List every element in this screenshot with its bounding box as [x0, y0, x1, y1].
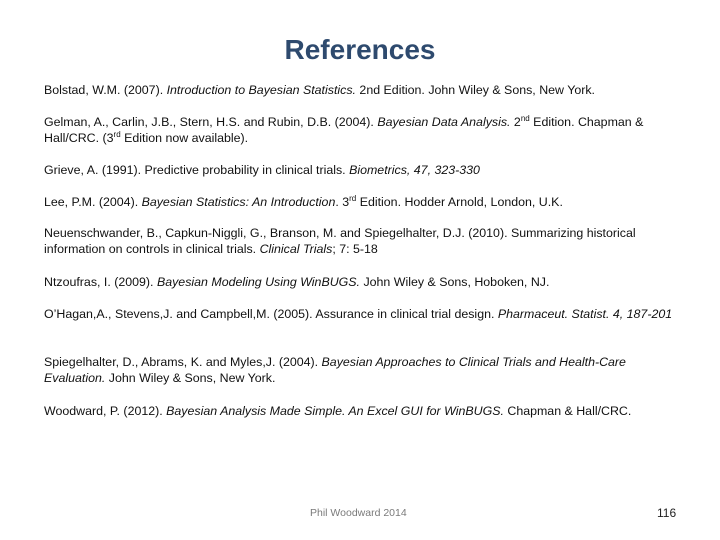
- reference-item: [44, 306, 674, 322]
- reference-title-text: Biometrics, 47, 323-330: [349, 163, 480, 177]
- page-number: 116: [657, 506, 677, 520]
- reference-text: rd: [349, 193, 357, 203]
- reference-item: [44, 225, 674, 257]
- reference-text: Neuenschwander, B., Capkun-Niggli, G., Branson, M. and Spiegelhalter, D.J. (2010). Summarizing historical information on controls in clinical trials.: [44, 226, 636, 256]
- reference-title-text: Bayesian Approaches to Clinical Trials and Health-Care Evaluation.: [44, 355, 626, 385]
- footer-author: Phil Woodward 2014: [310, 507, 407, 519]
- reference-title-text: Bayesian Statistics: An Introduction: [141, 195, 336, 209]
- reference-title-text: Pharmaceut. Statist. 4, 187-201: [497, 307, 673, 321]
- reference-text: Edition. Hodder Arnold, London, U.K.: [356, 195, 563, 209]
- reference-text: rd: [113, 129, 121, 139]
- reference-item: [44, 162, 674, 178]
- reference-item: [44, 274, 674, 290]
- reference-text: O’Hagan,A., Stevens,J. and Campbell,M. (2005). Assurance in clinical trial design.: [44, 307, 498, 321]
- reference-text: John Wiley & Sons, New York.: [105, 371, 276, 385]
- reference-text: nd: [520, 113, 530, 123]
- reference-text: Grieve, A. (1991). Predictive probability in clinical trials.: [44, 163, 350, 177]
- reference-text: Chapman & Hall/CRC.: [503, 404, 632, 418]
- reference-title-text: Bayesian Analysis Made Simple. An Excel GUI for WinBUGS.: [166, 404, 504, 418]
- reference-text: Woodward, P. (2012).: [44, 404, 167, 418]
- reference-title-text: Introduction to Bayesian Statistics.: [166, 83, 356, 97]
- reference-text: Lee, P.M. (2004).: [44, 195, 142, 209]
- reference-item: [44, 194, 674, 210]
- reference-text: Gelman, A., Carlin, J.B., Stern, H.S. and Rubin, D.B. (2004).: [44, 115, 378, 129]
- reference-item: [44, 82, 674, 98]
- reference-text: Bolstad, W.M. (2007).: [44, 83, 167, 97]
- reference-title-text: Clinical Trials: [259, 242, 333, 256]
- reference-text: ; 7: 5-18: [332, 242, 378, 256]
- slide-title: References: [284, 34, 436, 65]
- reference-item: [44, 354, 674, 386]
- reference-text: Ntzoufras, I. (2009).: [44, 275, 157, 289]
- reference-item: [44, 403, 674, 419]
- reference-text: 2: [510, 115, 521, 129]
- reference-text: 2nd Edition. John Wiley & Sons, New York.: [355, 83, 595, 97]
- reference-text: . 3: [335, 195, 350, 209]
- reference-text: John Wiley & Sons, Hoboken, NJ.: [360, 275, 550, 289]
- reference-title-text: Bayesian Data Analysis.: [377, 115, 511, 129]
- reference-text: Spiegelhalter, D., Abrams, K. and Myles,J. (2004).: [44, 355, 322, 369]
- reference-title-text: Bayesian Modeling Using WinBUGS.: [156, 275, 361, 289]
- reference-item: [44, 114, 674, 146]
- reference-text: Edition now available).: [120, 131, 249, 145]
- reference-text: Edition. Chapman & Hall/CRC. (3: [44, 115, 644, 145]
